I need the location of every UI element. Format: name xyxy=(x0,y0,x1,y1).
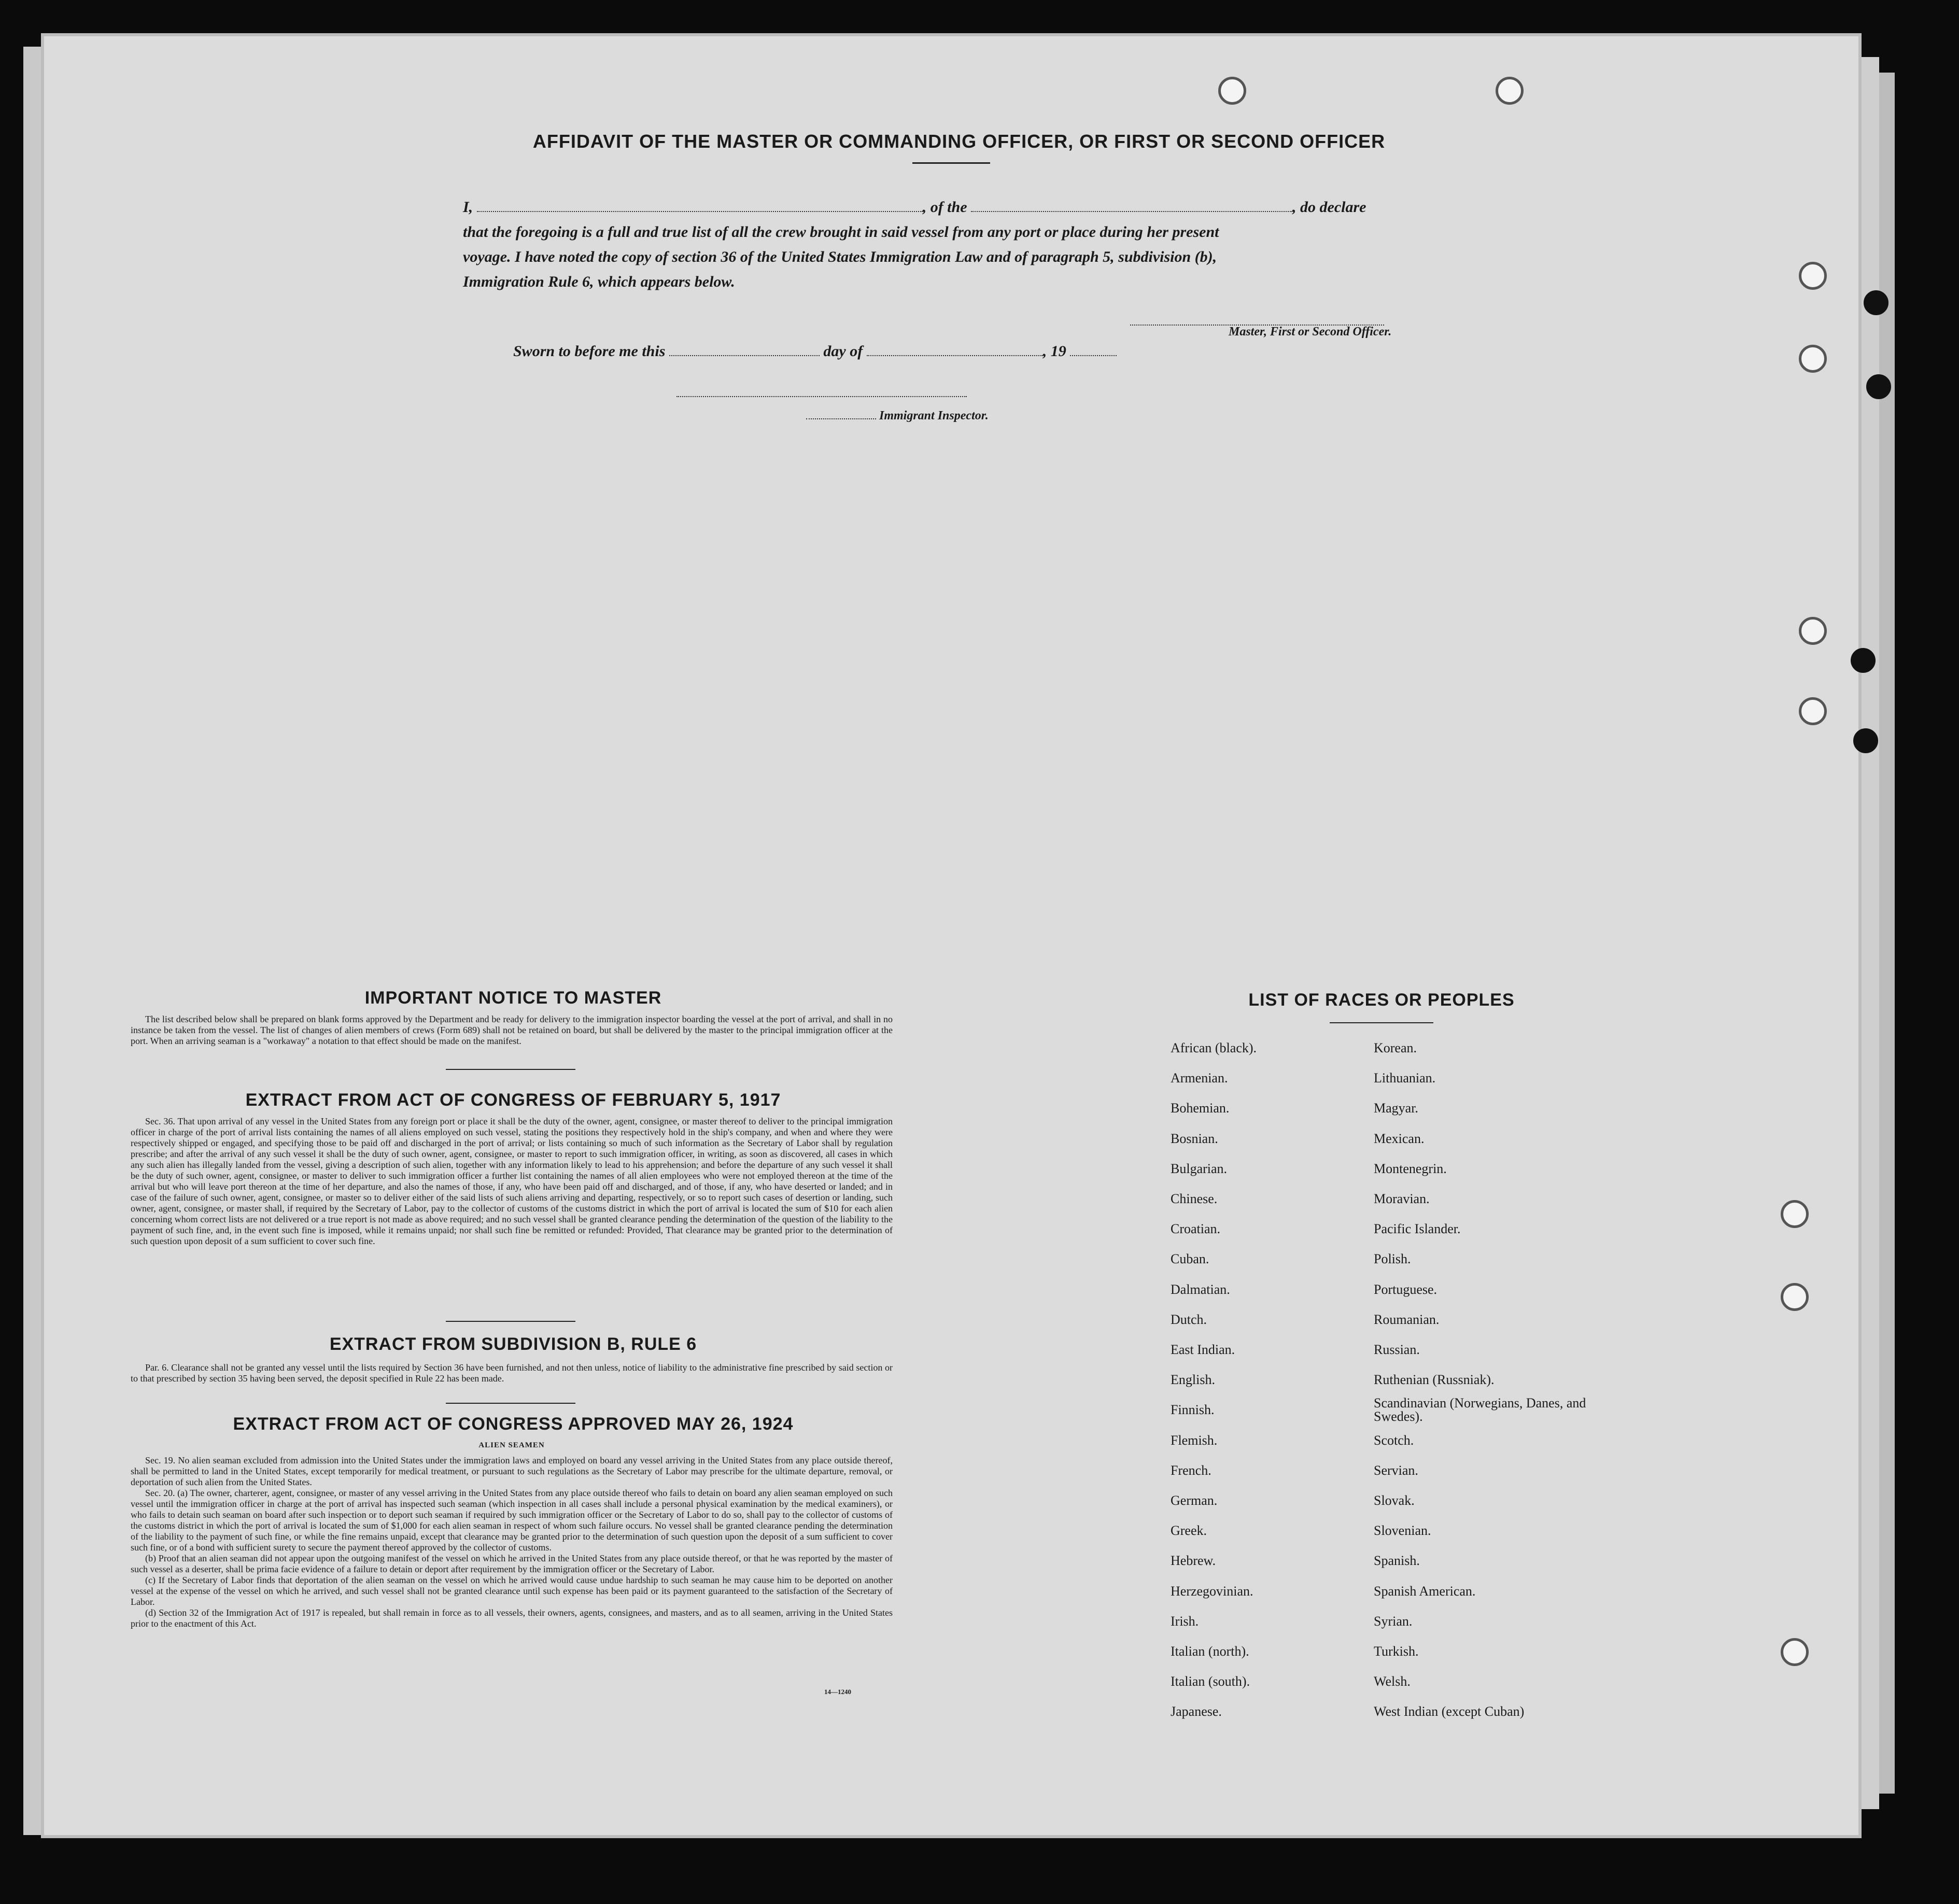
race-item: Spanish American. xyxy=(1374,1583,1476,1599)
inspector-signature-line[interactable] xyxy=(677,384,967,397)
vessel-blank[interactable] xyxy=(971,199,1292,212)
race-item: Italian (north). xyxy=(1171,1644,1249,1659)
race-item: Finnish. xyxy=(1171,1402,1215,1418)
race-item: African (black). xyxy=(1171,1040,1257,1055)
extract-rule6-text: Par. 6. Clearance shall not be granted any vessel until the lists required by Section 36 have been furnished, and not then unless, notice of liability to the administrative fine prescribed by said section or to that prescribed by section 35 having been served, the deposit specified in Rule 22 has been made. xyxy=(131,1362,893,1384)
binder-hole xyxy=(1799,617,1827,645)
race-item: Flemish. xyxy=(1171,1432,1218,1448)
race-item: Hebrew. xyxy=(1171,1553,1216,1569)
race-item: Herzegovinian. xyxy=(1171,1583,1253,1599)
affidavit-text xyxy=(463,195,1458,294)
races-right-column xyxy=(1374,1033,1633,1727)
divider xyxy=(1330,1022,1433,1023)
divider xyxy=(446,1321,575,1322)
races-title: LIST OF RACES OR PEOPLES xyxy=(1248,990,1515,1010)
race-item: English. xyxy=(1171,1372,1215,1388)
affidavit-line-2: that the foregoing is a full and true list of all the crew brought in said vessel from any port or place during her present xyxy=(463,223,1219,241)
race-item: Mexican. xyxy=(1374,1131,1425,1146)
extract-rule6-title: EXTRACT FROM SUBDIVISION B, RULE 6 xyxy=(329,1334,697,1354)
extract-1924-body xyxy=(131,1437,893,1629)
races-left-column xyxy=(1171,1033,1388,1727)
day-of-label: day of xyxy=(823,343,863,360)
extract-1924-title: EXTRACT FROM ACT OF CONGRESS APPROVED MAY 26, 1924 xyxy=(233,1414,794,1434)
sworn-label: Sworn to before me this xyxy=(513,343,666,360)
inspector-label-text: Immigrant Inspector. xyxy=(879,409,989,422)
race-item: Armenian. xyxy=(1171,1070,1228,1086)
race-item: Korean. xyxy=(1374,1040,1417,1055)
race-item: Pacific Islander. xyxy=(1374,1221,1461,1237)
race-item: Croatian. xyxy=(1171,1221,1221,1237)
binder-hole xyxy=(1781,1283,1809,1311)
race-item: Slovak. xyxy=(1374,1493,1415,1508)
inspector-blank[interactable] xyxy=(806,411,876,419)
race-item: Russian. xyxy=(1374,1342,1420,1358)
form-number: 14—1240 xyxy=(824,1688,851,1696)
binder-hole xyxy=(1496,77,1524,105)
sworn-day-blank[interactable] xyxy=(669,343,820,356)
page-edge-right xyxy=(1858,57,1879,1809)
race-item: Montenegrin. xyxy=(1374,1161,1447,1176)
binder-hole-shadow xyxy=(1866,374,1891,399)
race-item: Chinese. xyxy=(1171,1191,1218,1207)
race-item: Dalmatian. xyxy=(1171,1281,1230,1297)
race-item: Bulgarian. xyxy=(1171,1161,1228,1176)
binder-hole-shadow xyxy=(1853,728,1878,753)
extract-1917-title: EXTRACT FROM ACT OF CONGRESS OF FEBRUARY 5, 1917 xyxy=(245,1090,781,1110)
divider xyxy=(446,1069,575,1070)
alien-seamen-subtitle: ALIEN SEAMEN xyxy=(478,1441,545,1449)
race-item: Japanese. xyxy=(1171,1704,1222,1719)
race-item: Scandinavian (Norwegians, Danes, and Swedes). xyxy=(1374,1395,1586,1425)
race-item: French. xyxy=(1171,1462,1211,1478)
page-edge-right-back xyxy=(1879,73,1895,1794)
sworn-year-blank[interactable] xyxy=(1070,343,1117,356)
extract-1924-sec20d: (d) Section 32 of the Immigration Act of 1917 is repealed, but shall remain in force as to all vessels, their owners, agents, consignees, and masters, and as to all seamen, arriving in the United States prior to the enactment of this Act. xyxy=(131,1607,893,1629)
binder-hole xyxy=(1781,1638,1809,1666)
race-item: Scotch. xyxy=(1374,1432,1414,1448)
affidavit-of-the: , of the xyxy=(922,199,967,216)
inspector-label xyxy=(806,403,989,428)
binder-hole xyxy=(1781,1200,1809,1228)
race-item: Lithuanian. xyxy=(1374,1070,1436,1086)
race-item: Spanish. xyxy=(1374,1553,1420,1569)
binder-hole xyxy=(1799,697,1827,725)
race-item: Servian. xyxy=(1374,1462,1418,1478)
affidavit-i-label: I, xyxy=(463,199,473,216)
name-blank[interactable] xyxy=(477,199,923,212)
race-item: German. xyxy=(1171,1493,1218,1508)
race-item: Polish. xyxy=(1374,1251,1411,1267)
race-item: Syrian. xyxy=(1374,1613,1413,1629)
page-edge-left xyxy=(23,47,44,1835)
race-item: Welsh. xyxy=(1374,1674,1411,1689)
race-item: Bohemian. xyxy=(1171,1101,1230,1116)
race-item: East Indian. xyxy=(1171,1342,1235,1358)
race-item: Slovenian. xyxy=(1374,1523,1431,1539)
sworn-month-blank[interactable] xyxy=(867,343,1043,356)
extract-1924-sec20b: (b) Proof that an alien seaman did not appear upon the outgoing manifest of the vessel on which he arrived in the United States from any place outside thereof, or that he was reported by the master of such vessel as a deserter, shall be prima facie evidence of a failure to detain or deport after requirement by the immigration officer or the Secretary of Labor. xyxy=(131,1553,893,1574)
affidavit-line-3: voyage. I have noted the copy of section 36 of the United States Immigration Law and of paragraph 5, subdivision (b), xyxy=(463,248,1217,265)
binder-hole-shadow xyxy=(1864,290,1888,315)
race-item: Dutch. xyxy=(1171,1311,1207,1327)
affidavit-line-4: Immigration Rule 6, which appears below. xyxy=(463,273,735,290)
divider xyxy=(912,162,990,164)
race-item: West Indian (except Cuban) xyxy=(1374,1704,1525,1719)
notice-body xyxy=(131,1014,893,1047)
binder-hole xyxy=(1799,262,1827,290)
race-item: Cuban. xyxy=(1171,1251,1209,1267)
affidavit-declare: , do declare xyxy=(1292,199,1366,216)
race-item: Roumanian. xyxy=(1374,1311,1440,1327)
notice-text: The list described below shall be prepared on blank forms approved by the Department and be ready for delivery to the immigration inspector boarding the vessel at the port of arrival, and shall in no instance be taken from the vessel. The list of changes of alien members of crews (Form 689) shall not be retained on board, but shall be delivered by the master to the principal immigration officer at the port. When an arriving seaman is a "workaway" a notation to that effect should be made on the manifest. xyxy=(131,1014,893,1046)
affidavit-title: AFFIDAVIT OF THE MASTER OR COMMANDING OFFICER, OR FIRST OR SECOND OFFICER xyxy=(532,131,1386,152)
race-item: Portuguese. xyxy=(1374,1281,1437,1297)
extract-1917-body xyxy=(131,1116,893,1247)
extract-1924-sec20c: (c) If the Secretary of Labor finds that deportation of the alien seaman on the vessel on which he arrived would cause undue hardship to such seaman he may cause him to be deported on another vessel at the expense of the vessel on which he arrived, and such vessel shall not be granted clearance until such expense has been paid or its payment guaranteed to the satisfaction of the Secretary of Labor. xyxy=(131,1575,893,1607)
notice-title: IMPORTANT NOTICE TO MASTER xyxy=(364,988,662,1008)
race-item: Turkish. xyxy=(1374,1644,1419,1659)
binder-hole xyxy=(1218,77,1246,105)
race-item: Irish. xyxy=(1171,1613,1199,1629)
sworn-line xyxy=(513,339,1117,364)
extract-rule6-body xyxy=(131,1362,893,1384)
binder-hole xyxy=(1799,345,1827,373)
binder-hole-shadow xyxy=(1851,648,1876,673)
race-item: Bosnian. xyxy=(1171,1131,1218,1146)
master-signature-label: Master, First or Second Officer. xyxy=(1229,325,1392,339)
extract-1924-sec20a: Sec. 20. (a) The owner, charterer, agent, consignee, or master of any vessel arriving in the United States from any place outside thereof who fails to detain on board any alien seaman employed on such vessel until the immigration officer in charge at the port of arrival has inspected such seaman (which inspection in all cases shall include a personal physical examination by the medical examiners), or who fails to detain such seaman on board after such inspection or to deport such seaman if required by such immigration officer or the Secretary of Labor to do so, shall pay to the collector of customs of the customs district in which the port of arrival is located the sum of $1,000 for each alien seaman in respect of whom such failure occurs. No vessel shall be granted clearance pending the determination of the liability to the payment of such fine, or while the fine remains unpaid, except that clearance may be granted prior to the determination of such question upon the deposit of a sum sufficient to cover such fine, or of a bond with sufficient surety to secure the payment thereof approved by the collector of customs. xyxy=(131,1488,893,1553)
race-item: Italian (south). xyxy=(1171,1674,1250,1689)
race-item: Moravian. xyxy=(1374,1191,1430,1207)
year-label: , 19 xyxy=(1042,343,1066,360)
extract-1924-sec19: Sec. 19. No alien seaman excluded from admission into the United States under the immigration laws and employed on board any vessel arriving in the United States from any place outside thereof, shall be permitted to land in the United States, except temporarily for medical treatment, or pursuant to such regulations as the Secretary of Labor may prescribe for the ultimate departure, removal, or deportation of such alien from the United States. xyxy=(131,1455,893,1487)
divider xyxy=(446,1403,575,1404)
race-item: Ruthenian (Russniak). xyxy=(1374,1372,1495,1388)
extract-1917-text: Sec. 36. That upon arrival of any vessel in the United States from any foreign port or place it shall be the duty of the owner, agent, consignee, or master thereof to deliver to the principal immigration officer in charge of the port of arrival lists containing the names of all aliens employed on such vessel, stating the positions they respectively hold in the ship's company, and when and where they were respectively shipped or engaged, and specifying those to be paid off and discharged in the port of arrival; or lists containing so much of such information as the Secretary of Labor shall by regulation prescribe; and after the arrival of any such vessel it shall be the duty of such owner, agent, consignee, or master to report to such immigration officer, in writing, as soon as discovered, all cases in which any such alien has illegally landed from the vessel, giving a description of such alien, together with any information likely to lead to his apprehension; and before the departure of any such vessel it shall be the duty of such owner, agent, consignee, or master to deliver to such immigration officer a further list containing the names of all alien employees who were not employed thereon at the time of the arrival but who will leave port thereon at the time of her departure, and also the names of those, if any, who have been paid off and discharged, and of those, if any, who have deserted or landed; and in case of the failure of such owner, agent, consignee, or master so to deliver either of the said lists of such aliens arriving and departing, respectively, or so to report such cases of desertion or landing, such owner, agent, consignee, or master shall, if required by the Secretary of Labor, pay to the collector of customs of the customs district in which the port of arrival is located the sum of $10 for each alien concerning whom correct lists are not delivered or a true report is not made as above required; and no such vessel shall be granted clearance pending the determination of the question of the liability to the payment of such fine, and, in the event such fine is imposed, while it remains unpaid; nor shall such fine be remitted or refunded: Provided, That clearance may be granted prior to the determination of such question upon deposit of a sum sufficient to cover such fine. xyxy=(131,1116,893,1246)
race-item: Magyar. xyxy=(1374,1101,1418,1116)
race-item: Greek. xyxy=(1171,1523,1207,1539)
